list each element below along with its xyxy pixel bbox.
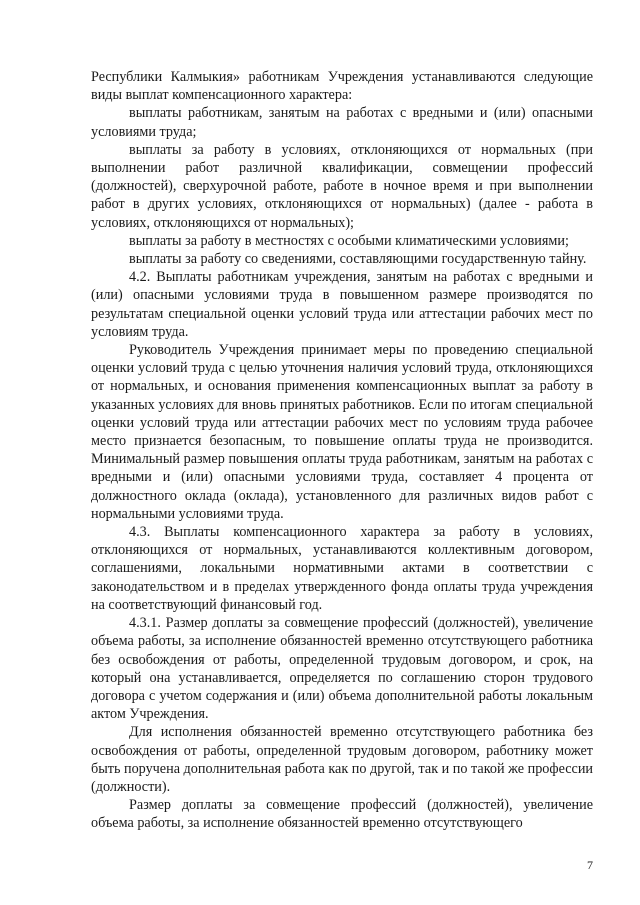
paragraph-head-measures: Руководитель Учреждения принимает меры по проведению специальной оценки условий труда с целью уточнения наличия условий труда, отклоняющихся от нормальных, и основания применения компенсационных выплат за работу в указанных условиях для вновь принятых работников. Если по итогам специальной оценки условий труда или аттестации рабочих мест по условиям труда рабочее место признается безопасным, то повышение оплаты труда не производится. Минимальный размер повышения оплаты труда работникам, занятым на работах с вредными и (или) опасными условиями труда, составляет 4 процента от должностного оклада (оклада), установленного для различных видов работ с нормальными условиями труда.: [91, 342, 593, 522]
paragraph-section-4-3: 4.3. Выплаты компенсационного характера за работу в условиях, отклоняющихся от нормальных, устанавливаются коллективным договором, соглашениями, локальными нормативными актами в соответствии с законодательством и в пределах утвержденного фонда оплаты труда учреждения на соответствующий финансовый год.: [91, 524, 593, 613]
paragraph-list-item-harmful: выплаты работникам, занятым на работах с вредными и (или) опасными условиями труда;: [91, 105, 593, 140]
paragraph-section-4-2: 4.2. Выплаты работникам учреждения, занятым на работах с вредными и (или) опасными условиями труда в повышенном размере производятся по результатам специальной оценки условий труда или аттестации рабочих мест по условиям труда.: [91, 269, 593, 340]
document-page: [91, 68, 593, 833]
paragraph-temporary-duties: Для исполнения обязанностей временно отсутствующего работника без освобождения от работы, определенной трудовым договором, работнику может быть поручена дополнительная работа как по другой, так и по такой же профессии (должности).: [91, 724, 593, 795]
paragraph-intro: Республики Калмыкия» работникам Учреждения устанавливаются следующие виды выплат компенсационного характера:: [91, 69, 593, 104]
paragraph-list-item-secret: выплаты за работу со сведениями, составляющими государственную тайну.: [129, 251, 587, 268]
paragraph-list-item-climate: выплаты за работу в местностях с особыми климатическими условиями;: [129, 232, 569, 249]
page-number: 7: [587, 858, 593, 872]
paragraph-list-item-deviating: выплаты за работу в условиях, отклоняющихся от нормальных (при выполнении работ различной квалификации, совмещении профессий (должностей), сверхурочной работе, работе в ночное время и при выполнении работ в других условиях, отклоняющихся от нормальных) (далее - работа в условиях, отклоняющихся от нормальных);: [91, 141, 593, 231]
paragraph-section-4-3-1: 4.3.1. Размер доплаты за совмещение профессий (должностей), увеличение объема работы, за исполнение обязанностей временно отсутствующего работника без освобождения от работы, определенной трудовым договором, и срок, на который она устанавливается, определяется по соглашению сторон трудового договора с учетом содержания и (или) объема дополнительной работы локальным актом Учреждения.: [91, 615, 593, 723]
paragraph-combination-size: Размер доплаты за совмещение профессий (должностей), увеличение объема работы, за исполнение обязанностей временно отсутствующего: [91, 797, 593, 832]
